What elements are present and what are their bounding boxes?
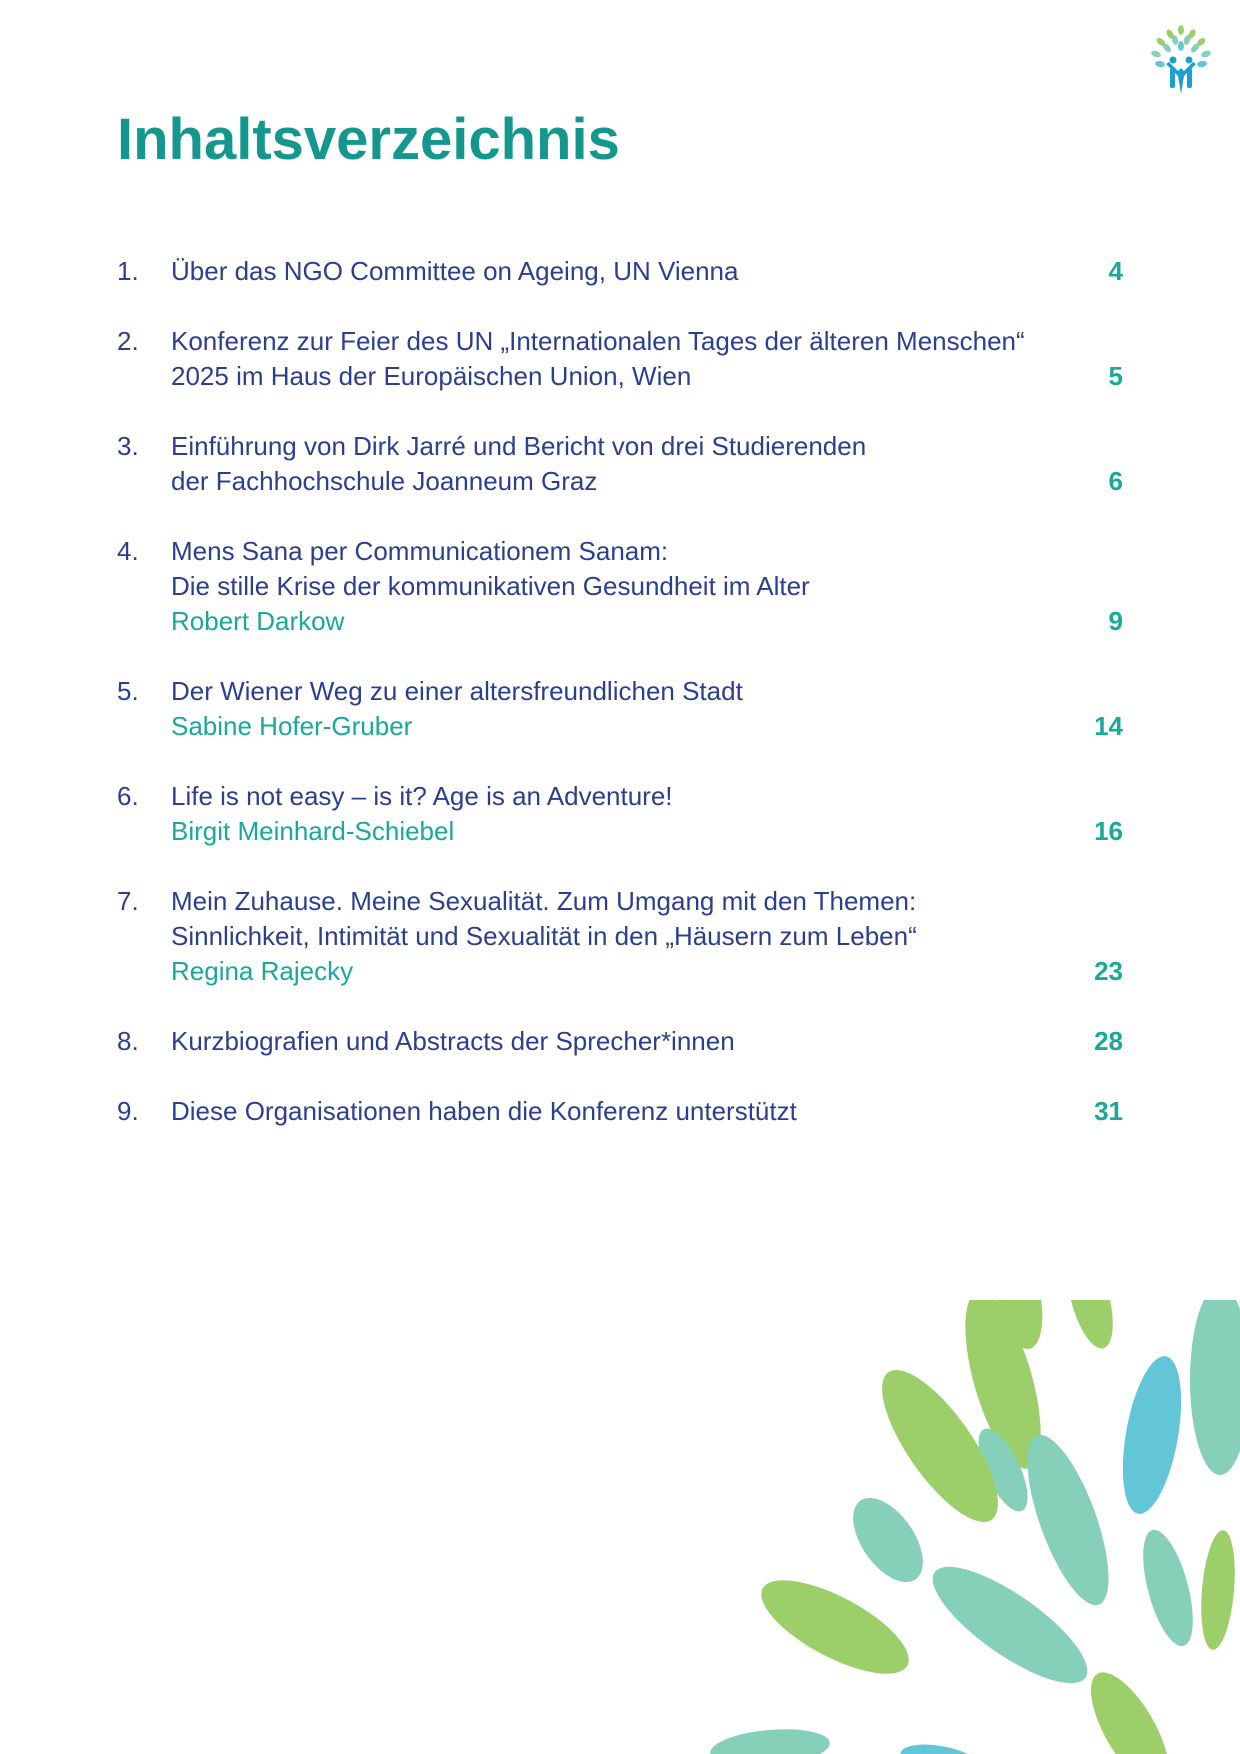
toc-entry-title-line: Über das NGO Committee on Ageing, UN Vienna <box>171 256 739 286</box>
toc-entry[interactable] <box>117 884 1123 989</box>
table-of-contents <box>117 254 1123 1164</box>
toc-entry-author: Robert Darkow <box>171 606 345 636</box>
toc-entry-number: 1. <box>117 256 139 286</box>
toc-entry-number: 6. <box>117 781 139 811</box>
toc-entry-page-number[interactable]: 16 <box>1094 816 1123 846</box>
toc-entry-title-line: Kurzbiografien und Abstracts der Sprecher*innen <box>171 1026 735 1056</box>
toc-entry[interactable] <box>117 534 1123 639</box>
toc-entry-author: Birgit Meinhard-Schiebel <box>171 816 455 846</box>
toc-entry-number: 4. <box>117 536 139 566</box>
toc-entry[interactable] <box>117 1094 1123 1129</box>
toc-entry[interactable] <box>117 254 1123 289</box>
toc-entry-page-number[interactable]: 14 <box>1094 711 1123 741</box>
toc-entry-title-line: Life is not easy – is it? Age is an Adventure! <box>171 781 673 811</box>
toc-entry[interactable] <box>117 1024 1123 1059</box>
toc-entry-text <box>171 254 1063 289</box>
toc-entry-number: 7. <box>117 886 139 916</box>
toc-entry[interactable] <box>117 779 1123 849</box>
toc-entry-number: 2. <box>117 326 139 356</box>
toc-entry-title-line: Mens Sana per Communicationem Sanam: <box>171 536 669 566</box>
toc-entry-title-line: Sinnlichkeit, Intimität und Sexualität in den „Häusern zum Leben“ <box>171 921 917 951</box>
toc-entry-number: 3. <box>117 431 139 461</box>
toc-entry[interactable] <box>117 429 1123 499</box>
toc-entry-title-line: Mein Zuhause. Meine Sexualität. Zum Umgang mit den Themen: <box>171 886 917 916</box>
toc-entry-title-line: Diese Organisationen haben die Konferenz unterstützt <box>171 1096 797 1126</box>
toc-entry-text <box>171 534 1063 639</box>
leaves-decoration-icon <box>700 1300 1240 1754</box>
toc-entry-text <box>171 1094 1063 1129</box>
toc-entry-page-number[interactable]: 28 <box>1094 1026 1123 1056</box>
toc-entry-author: Regina Rajecky <box>171 956 354 986</box>
toc-entry-page-number[interactable]: 4 <box>1108 256 1123 286</box>
toc-entry-title-line: der Fachhochschule Joanneum Graz <box>171 466 598 496</box>
toc-entry-title-line: Einführung von Dirk Jarré und Bericht von drei Studierenden <box>171 431 867 461</box>
toc-entry[interactable] <box>117 674 1123 744</box>
toc-entry[interactable] <box>117 324 1123 394</box>
toc-entry-title-line: Die stille Krise der kommunikativen Gesundheit im Alter <box>171 571 810 601</box>
page-title: Inhaltsverzeichnis <box>117 107 620 172</box>
toc-entry-page-number[interactable]: 23 <box>1094 956 1123 986</box>
toc-entry-title-line: 2025 im Haus der Europäischen Union, Wien <box>171 361 692 391</box>
toc-entry-page-number[interactable]: 5 <box>1108 361 1123 391</box>
toc-entry-text <box>171 1024 1063 1059</box>
toc-entry-text <box>171 674 1063 744</box>
toc-entry-text <box>171 884 1063 989</box>
toc-entry-page-number[interactable]: 31 <box>1094 1096 1123 1126</box>
toc-entry-number: 5. <box>117 676 139 706</box>
tree-people-logo-icon <box>1148 24 1214 96</box>
toc-entry-title-line: Konferenz zur Feier des UN „Internationalen Tages der älteren Menschen“ <box>171 326 1025 356</box>
toc-entry-text <box>171 324 1063 394</box>
toc-entry-text <box>171 779 1063 849</box>
toc-entry-author: Sabine Hofer-Gruber <box>171 711 413 741</box>
toc-entry-title-line: Der Wiener Weg zu einer altersfreundlichen Stadt <box>171 676 743 706</box>
toc-entry-page-number[interactable]: 9 <box>1108 606 1123 636</box>
toc-entry-page-number[interactable]: 6 <box>1108 466 1123 496</box>
toc-entry-number: 8. <box>117 1026 139 1056</box>
toc-entry-text <box>171 429 1063 499</box>
toc-entry-number: 9. <box>117 1096 139 1126</box>
